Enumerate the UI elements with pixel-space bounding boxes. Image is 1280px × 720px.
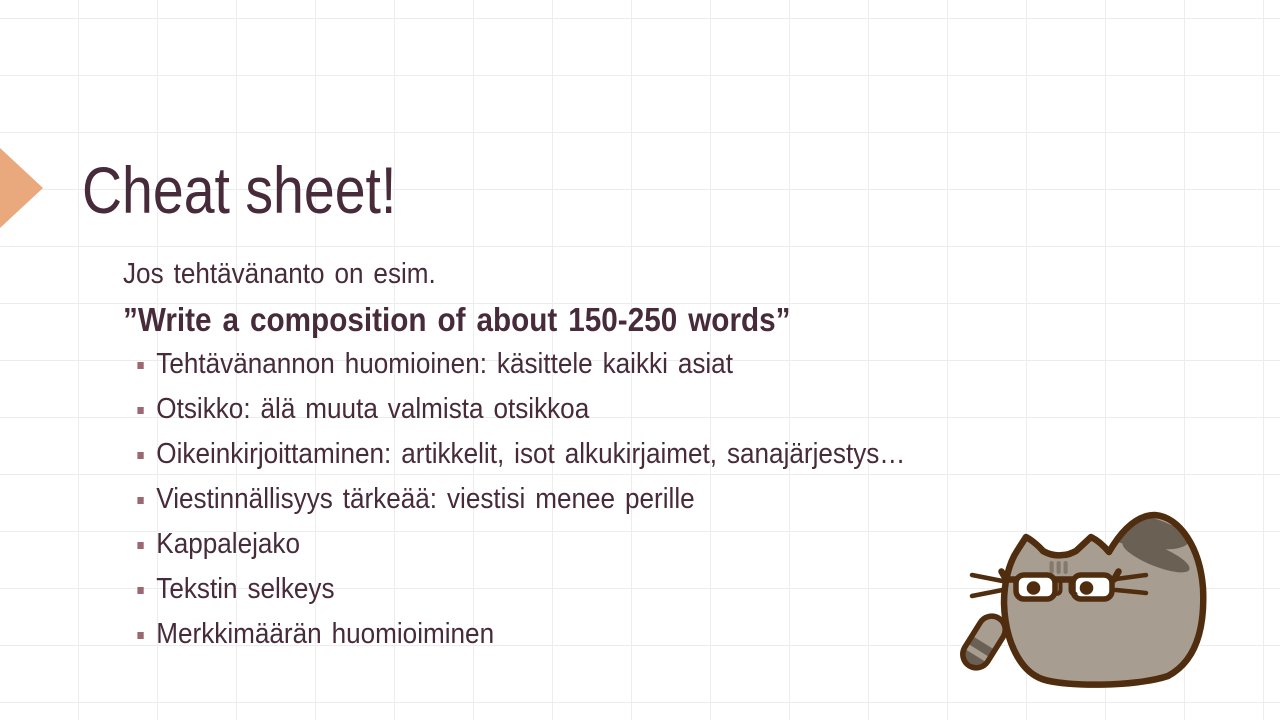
bullet-item: Otsikko: älä muuta valmista otsikkoa — [123, 387, 1023, 432]
bullet-item: Kappalejako — [123, 522, 1023, 567]
pusheen-cat-illustration — [960, 493, 1210, 688]
slide-title: Cheat sheet! — [82, 153, 397, 227]
bullet-item: Tekstin selkeys — [123, 567, 1023, 612]
bullet-item: Merkkimäärän huomioiminen — [123, 612, 1023, 657]
cat-forehead-stripes — [1050, 561, 1068, 574]
bullet-item: Viestinnällisyys tärkeää: viestisi menee perille — [123, 477, 1023, 522]
bullet-item: Tehtävänannon huomioinen: käsittele kaikki asiat — [123, 342, 1023, 387]
slide-body — [123, 252, 1023, 657]
bullet-list — [123, 342, 1023, 657]
bullet-item: Oikeinkirjoittaminen: artikkelit, isot alkukirjaimet, sanajärjestys… — [123, 432, 1023, 477]
accent-triangle-icon — [0, 148, 43, 228]
intro-text: Jos tehtävänanto on esim. — [123, 258, 436, 290]
quote-text: ”Write a composition of about 150-250 words” — [123, 301, 791, 338]
